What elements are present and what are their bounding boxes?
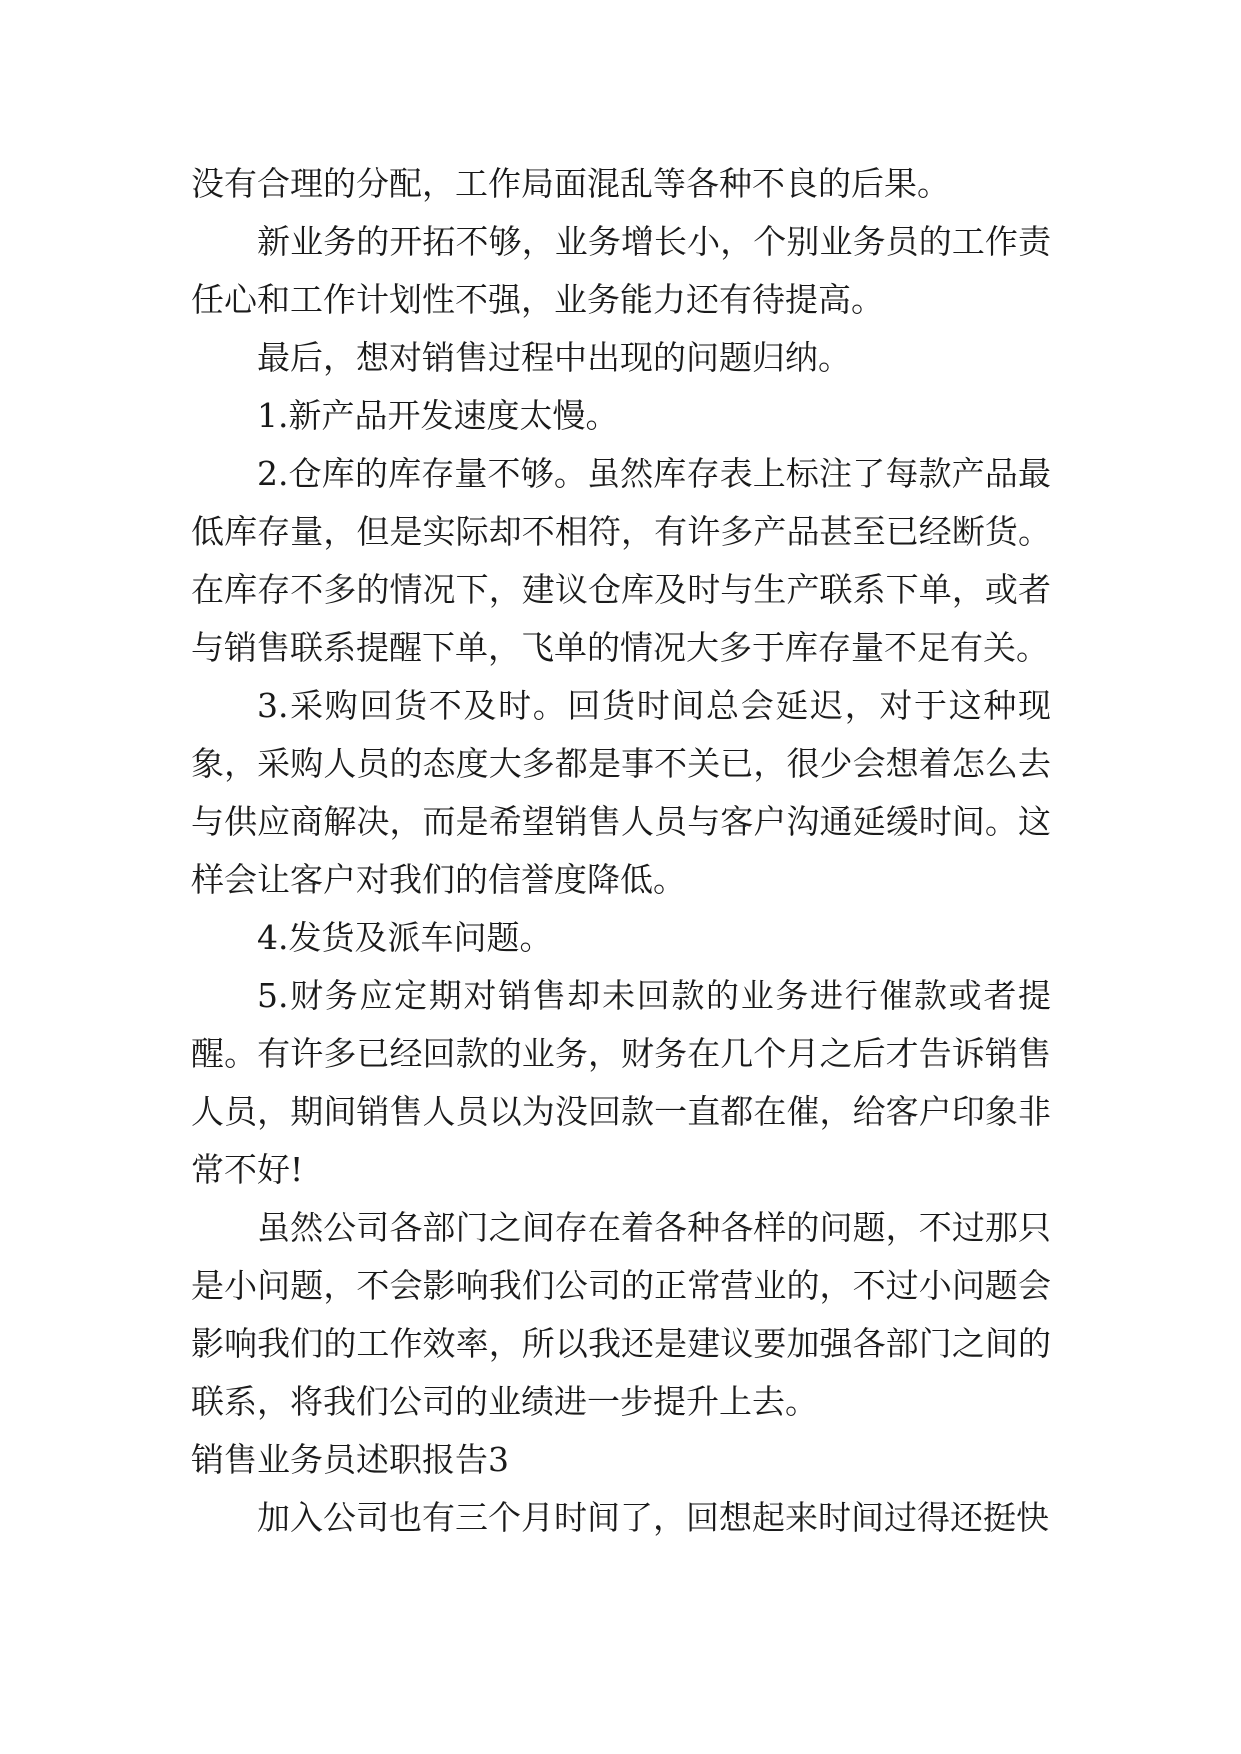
paragraph-continuation: 没有合理的分配，工作局面混乱等各种不良的后果。 <box>191 164 950 203</box>
document-body <box>191 155 1051 1547</box>
paragraph-summary-intro: 最后，想对销售过程中出现的问题归纳。 <box>257 338 851 377</box>
paragraph-report-3-intro: 加入公司也有三个月时间了，回想起来时间过得还挺快 <box>257 1498 1049 1537</box>
list-item-1: 1.新产品开发速度太慢。 <box>257 396 619 435</box>
paragraph-new-business: 新业务的开拓不够，业务增长小，个别业务员的工作责任心和工作计划性不强，业务能力还有待提高。 <box>191 222 1051 319</box>
list-item-5: 5.财务应定期对销售却未回款的业务进行催款或者提醒。有许多已经回款的业务，财务在几个月之后才告诉销售人员，期间销售人员以为没回款一直都在催，给客户印象非常不好! <box>191 976 1051 1189</box>
list-item-4: 4.发货及派车问题。 <box>257 918 553 957</box>
paragraph-conclusion: 虽然公司各部门之间存在着各种各样的问题，不过那只是小问题，不会影响我们公司的正常营业的，不过小问题会影响我们的工作效率，所以我还是建议要加强各部门之间的联系，将我们公司的业绩进一步提升上去。 <box>191 1208 1051 1421</box>
list-item-3: 3.采购回货不及时。回货时间总会延迟，对于这种现象，采购人员的态度大多都是事不关已，很少会想着怎么去与供应商解决，而是希望销售人员与客户沟通延缓时间。这样会让客户对我们的信誉度降低。 <box>191 686 1051 899</box>
list-item-2: 2.仓库的库存量不够。虽然库存表上标注了每款产品最低库存量，但是实际却不相符，有许多产品甚至已经断货。在库存不多的情况下，建议仓库及时与生产联系下单，或者与销售联系提醒下单，飞单的情况大多于库存量不足有关。 <box>191 454 1051 667</box>
section-heading: 销售业务员述职报告3 <box>191 1440 509 1479</box>
